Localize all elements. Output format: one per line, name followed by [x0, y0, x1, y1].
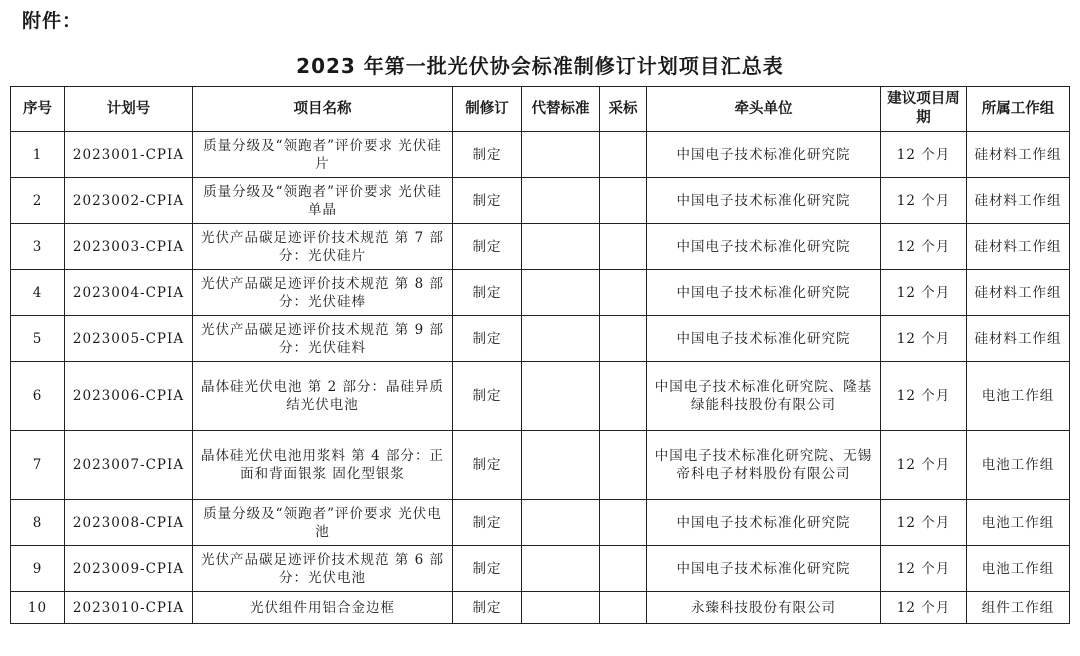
cell-replace-standard — [522, 362, 600, 431]
attachment-label: 附件： — [22, 10, 83, 32]
cell-project-name: 质量分级及“领跑者”评价要求 光伏硅单晶 — [193, 178, 453, 224]
table-row — [11, 316, 1070, 362]
cell-seq: 7 — [11, 431, 65, 500]
cell-work-group: 电池工作组 — [967, 362, 1070, 431]
table-row — [11, 431, 1070, 500]
header-seq: 序号 — [11, 87, 65, 132]
header-period: 建议项目周期 — [881, 87, 967, 132]
cell-plan-no: 2023005-CPIA — [65, 316, 193, 362]
header-project-name: 项目名称 — [193, 87, 453, 132]
table-row — [11, 224, 1070, 270]
cell-plan-no: 2023004-CPIA — [65, 270, 193, 316]
table-row — [11, 546, 1070, 592]
header-lead-unit: 牵头单位 — [647, 87, 881, 132]
cell-project-name: 光伏产品碳足迹评价技术规范 第 9 部分：光伏硅料 — [193, 316, 453, 362]
cell-adopt-standard — [600, 592, 647, 624]
cell-adopt-standard — [600, 316, 647, 362]
cell-adopt-standard — [600, 270, 647, 316]
cell-seq: 8 — [11, 500, 65, 546]
cell-revision: 制定 — [453, 592, 522, 624]
cell-lead-unit: 永臻科技股份有限公司 — [647, 592, 881, 624]
cell-revision: 制定 — [453, 431, 522, 500]
cell-revision: 制定 — [453, 224, 522, 270]
cell-seq: 3 — [11, 224, 65, 270]
cell-lead-unit: 中国电子技术标准化研究院 — [647, 546, 881, 592]
cell-seq: 5 — [11, 316, 65, 362]
cell-plan-no: 2023003-CPIA — [65, 224, 193, 270]
cell-revision: 制定 — [453, 178, 522, 224]
cell-adopt-standard — [600, 362, 647, 431]
cell-replace-standard — [522, 316, 600, 362]
cell-lead-unit: 中国电子技术标准化研究院 — [647, 316, 881, 362]
cell-project-name: 光伏组件用铝合金边框 — [193, 592, 453, 624]
cell-lead-unit: 中国电子技术标准化研究院 — [647, 224, 881, 270]
cell-work-group: 电池工作组 — [967, 546, 1070, 592]
cell-project-name: 光伏产品碳足迹评价技术规范 第 6 部分：光伏电池 — [193, 546, 453, 592]
cell-lead-unit: 中国电子技术标准化研究院 — [647, 500, 881, 546]
header-work-group: 所属工作组 — [967, 87, 1070, 132]
cell-lead-unit: 中国电子技术标准化研究院 — [647, 132, 881, 178]
cell-work-group: 硅材料工作组 — [967, 224, 1070, 270]
cell-adopt-standard — [600, 546, 647, 592]
cell-adopt-standard — [600, 500, 647, 546]
cell-lead-unit: 中国电子技术标准化研究院、无锡帝科电子材料股份有限公司 — [647, 431, 881, 500]
table-row — [11, 178, 1070, 224]
cell-period: 12 个月 — [881, 224, 967, 270]
cell-plan-no: 2023009-CPIA — [65, 546, 193, 592]
cell-project-name: 光伏产品碳足迹评价技术规范 第 7 部分：光伏硅片 — [193, 224, 453, 270]
table-row — [11, 270, 1070, 316]
table-row — [11, 362, 1070, 431]
project-summary-table — [10, 86, 1070, 624]
cell-project-name: 光伏产品碳足迹评价技术规范 第 8 部分：光伏硅棒 — [193, 270, 453, 316]
cell-plan-no: 2023002-CPIA — [65, 178, 193, 224]
cell-period: 12 个月 — [881, 592, 967, 624]
cell-seq: 9 — [11, 546, 65, 592]
cell-revision: 制定 — [453, 546, 522, 592]
cell-work-group: 电池工作组 — [967, 431, 1070, 500]
cell-adopt-standard — [600, 224, 647, 270]
cell-work-group: 硅材料工作组 — [967, 270, 1070, 316]
cell-adopt-standard — [600, 178, 647, 224]
cell-replace-standard — [522, 592, 600, 624]
cell-work-group: 组件工作组 — [967, 592, 1070, 624]
cell-work-group: 硅材料工作组 — [967, 316, 1070, 362]
cell-period: 12 个月 — [881, 362, 967, 431]
cell-work-group: 硅材料工作组 — [967, 132, 1070, 178]
cell-project-name: 晶体硅光伏电池用浆料 第 4 部分：正面和背面银浆 固化型银浆 — [193, 431, 453, 500]
cell-period: 12 个月 — [881, 178, 967, 224]
cell-period: 12 个月 — [881, 431, 967, 500]
table-row — [11, 500, 1070, 546]
cell-plan-no: 2023008-CPIA — [65, 500, 193, 546]
cell-revision: 制定 — [453, 362, 522, 431]
cell-replace-standard — [522, 270, 600, 316]
cell-seq: 6 — [11, 362, 65, 431]
cell-lead-unit: 中国电子技术标准化研究院 — [647, 178, 881, 224]
header-adopt-standard: 采标 — [600, 87, 647, 132]
cell-plan-no: 2023007-CPIA — [65, 431, 193, 500]
cell-plan-no: 2023010-CPIA — [65, 592, 193, 624]
cell-project-name: 质量分级及“领跑者”评价要求 光伏硅片 — [193, 132, 453, 178]
cell-replace-standard — [522, 178, 600, 224]
cell-seq: 2 — [11, 178, 65, 224]
cell-lead-unit: 中国电子技术标准化研究院、隆基绿能科技股份有限公司 — [647, 362, 881, 431]
cell-replace-standard — [522, 132, 600, 178]
cell-period: 12 个月 — [881, 500, 967, 546]
cell-plan-no: 2023006-CPIA — [65, 362, 193, 431]
cell-project-name: 晶体硅光伏电池 第 2 部分：晶硅异质结光伏电池 — [193, 362, 453, 431]
document-title: 2023 年第一批光伏协会标准制修订计划项目汇总表 — [296, 54, 784, 78]
table-header-row — [11, 87, 1070, 132]
cell-work-group: 电池工作组 — [967, 500, 1070, 546]
cell-plan-no: 2023001-CPIA — [65, 132, 193, 178]
cell-revision: 制定 — [453, 500, 522, 546]
cell-seq: 1 — [11, 132, 65, 178]
cell-replace-standard — [522, 224, 600, 270]
cell-revision: 制定 — [453, 132, 522, 178]
cell-period: 12 个月 — [881, 132, 967, 178]
cell-revision: 制定 — [453, 316, 522, 362]
cell-seq: 10 — [11, 592, 65, 624]
table-row — [11, 592, 1070, 624]
cell-adopt-standard — [600, 132, 647, 178]
cell-revision: 制定 — [453, 270, 522, 316]
cell-adopt-standard — [600, 431, 647, 500]
cell-seq: 4 — [11, 270, 65, 316]
cell-replace-standard — [522, 546, 600, 592]
cell-period: 12 个月 — [881, 546, 967, 592]
cell-project-name: 质量分级及“领跑者”评价要求 光伏电池 — [193, 500, 453, 546]
cell-period: 12 个月 — [881, 270, 967, 316]
cell-period: 12 个月 — [881, 316, 967, 362]
table-row — [11, 132, 1070, 178]
cell-replace-standard — [522, 500, 600, 546]
header-plan-no: 计划号 — [65, 87, 193, 132]
header-replace-standard: 代替标准 — [522, 87, 600, 132]
cell-lead-unit: 中国电子技术标准化研究院 — [647, 270, 881, 316]
cell-replace-standard — [522, 431, 600, 500]
cell-work-group: 硅材料工作组 — [967, 178, 1070, 224]
header-revision: 制修订 — [453, 87, 522, 132]
